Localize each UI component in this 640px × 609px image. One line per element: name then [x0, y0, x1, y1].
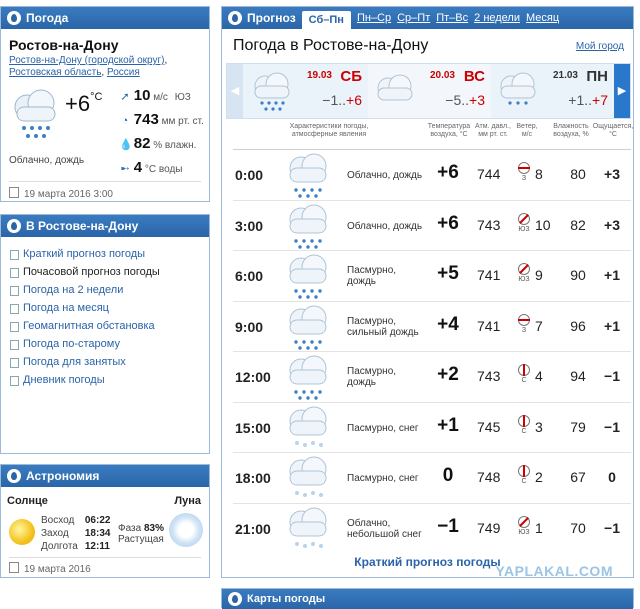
region-links: Ростов-на-Дону (городской округ), Ростовская область, Россия: [9, 55, 168, 78]
nav-item-month[interactable]: Погода на месяц: [1, 299, 209, 317]
current-weather-title: Погода: [26, 11, 69, 25]
wind-arrow-icon: ➚: [120, 91, 130, 103]
row-pressure: 743: [477, 368, 501, 384]
col-header-pressure: Атм. давл., мм рт. ст.: [475, 123, 511, 138]
row-description: Облачно, дождь: [347, 170, 423, 181]
row-humidity: 96: [570, 317, 586, 334]
region-link-country[interactable]: Россия: [106, 67, 140, 78]
rain-cloud-icon: [283, 203, 333, 249]
row-humidity: 90: [570, 267, 586, 283]
row-feels-like: −1: [604, 368, 620, 384]
region-link-district[interactable]: Ростов-на-Дону (городской округ): [9, 55, 165, 66]
wind-direction-icon: ЮЗ: [517, 213, 531, 233]
page-title: Погода в Ростове-на-Дону: [233, 37, 429, 54]
tab-month[interactable]: Месяц: [526, 12, 560, 24]
tab-sat-mon[interactable]: Сб–Пн: [302, 11, 351, 29]
row-temperature: +1: [437, 414, 459, 436]
table-row: [233, 200, 631, 251]
row-humidity: 67: [570, 469, 586, 485]
table-row: [233, 503, 631, 554]
row-wind-speed: 9: [535, 267, 543, 283]
astronomy-header: [1, 465, 209, 487]
row-feels-like: −1: [604, 418, 620, 435]
row-wind-speed: 7: [535, 317, 543, 334]
col-header-feels: Ощущается, °С: [592, 123, 634, 138]
row-wind-speed: 8: [535, 166, 543, 182]
snow-cloud-icon: [283, 455, 333, 501]
forecast-panel: [221, 6, 634, 578]
snow-cloud-icon: [283, 405, 333, 451]
astronomy-panel: [0, 464, 210, 578]
city-nav-list: [1, 245, 209, 389]
wind-direction-icon: З: [517, 162, 531, 182]
current-weather-panel: [0, 6, 210, 202]
current-date: 19 марта 2016 3:00: [9, 187, 113, 200]
row-humidity: 82: [570, 216, 586, 233]
wind-direction-icon: С: [517, 364, 531, 384]
row-time: 9:00: [235, 318, 264, 335]
row-temperature: +4: [437, 313, 459, 335]
col-header-wind: Ветер, м/с: [516, 123, 538, 138]
next-days-button[interactable]: ▶: [614, 64, 630, 118]
rain-cloud-icon: [9, 87, 61, 141]
nav-item-diary[interactable]: Дневник погоды: [1, 371, 209, 389]
row-time: 3:00: [235, 217, 264, 234]
wind-direction-icon: С: [517, 415, 531, 435]
nav-item-short[interactable]: Краткий прогноз погоды: [1, 245, 209, 263]
astronomy-title: Астрономия: [26, 469, 100, 483]
row-description: Пасмурно, снег: [347, 473, 419, 484]
city-nav-title: В Ростове-на-Дону: [26, 219, 139, 233]
row-wind-speed: 10: [535, 216, 551, 233]
row-temperature: −1: [437, 515, 459, 537]
day-card-sun[interactable]: 20.03 ВС −5..+3: [368, 64, 491, 118]
rain-cloud-icon: [283, 152, 333, 198]
row-feels-like: 0: [608, 469, 616, 485]
day-card-sat[interactable]: 19.03 СБ −1..+6: [245, 64, 368, 118]
row-humidity: 94: [570, 368, 586, 384]
row-time: 12:00: [235, 369, 271, 385]
row-description: Пасмурно, дождь: [347, 265, 397, 287]
sun-icon: [9, 519, 35, 545]
nav-item-geomagnetic[interactable]: Геомагнитная обстановка: [1, 317, 209, 335]
wind-direction-icon: С: [517, 465, 531, 485]
drop-logo-icon: [7, 219, 21, 233]
current-description: Облачно, дождь: [9, 155, 85, 166]
row-description: Облачно, небольшой снег: [347, 517, 422, 540]
sunrise-time: 06:22: [84, 515, 111, 526]
row-feels-like: +1: [604, 317, 620, 334]
tab-wed-fri[interactable]: Ср–Пт: [397, 12, 431, 24]
table-row: [233, 452, 631, 503]
wind-direction-icon: ЮЗ: [517, 516, 531, 536]
row-time: 18:00: [235, 470, 271, 486]
day-length: 12:11: [84, 541, 110, 552]
row-feels-like: +1: [604, 267, 620, 283]
row-pressure: 741: [477, 267, 501, 283]
sun-times: Восход 06:22 Заход 18:34 Долгота 12:11: [39, 513, 117, 554]
short-forecast-link[interactable]: Краткий прогноз погоды: [354, 555, 501, 569]
row-feels-like: +3: [604, 216, 620, 233]
region-link-oblast[interactable]: Ростовская область: [9, 67, 102, 78]
row-humidity: 80: [570, 166, 586, 182]
row-temperature: +5: [437, 263, 459, 284]
city-nav-panel: [0, 214, 210, 454]
weather-maps-title: Карты погоды: [247, 593, 326, 605]
drop-logo-icon: [228, 11, 242, 25]
tab-mon-wed[interactable]: Пн–Ср: [356, 12, 392, 24]
nav-item-old-style[interactable]: Погода по-старому: [1, 335, 209, 353]
row-temperature: +6: [437, 162, 459, 183]
table-row: [233, 351, 631, 402]
row-pressure: 744: [477, 166, 501, 182]
weather-maps-panel: [221, 588, 634, 608]
weather-maps-header: [222, 589, 633, 609]
divider: [9, 557, 201, 558]
drop-logo-icon: [7, 469, 21, 483]
sunset-time: 18:34: [84, 528, 111, 539]
city-nav-header: [1, 215, 209, 237]
row-temperature: 0: [442, 465, 454, 486]
row-description: Пасмурно, снег: [347, 422, 419, 434]
city-name: Ростов-на-Дону: [9, 37, 119, 53]
row-time: 6:00: [235, 268, 264, 284]
hourly-table: [233, 149, 631, 553]
row-time: 21:00: [235, 520, 271, 537]
moon-phase: Фаза 83% Растущая: [118, 523, 164, 545]
prev-days-button[interactable]: ◀: [227, 64, 243, 118]
row-wind-speed: 2: [535, 469, 543, 485]
divider: [9, 181, 201, 182]
nav-item-busy[interactable]: Погода для занятых: [1, 353, 209, 371]
col-header-humidity: Влажность воздуха, %: [553, 123, 589, 138]
snow-cloud-icon: [283, 506, 333, 552]
wind-direction-icon: ЮЗ: [517, 263, 531, 283]
current-temperature: $+6^{^\circ C}$: [65, 91, 103, 116]
forecast-tab-title: Прогноз: [247, 11, 296, 25]
tab-fri-sun[interactable]: Пт–Вс: [436, 12, 469, 24]
pressure-gauge-icon: ◔: [121, 115, 129, 127]
rain-cloud-icon: [283, 354, 333, 400]
day-switcher: [226, 63, 631, 119]
row-pressure: 745: [477, 418, 501, 435]
row-temperature: +2: [437, 364, 459, 385]
row-description: Пасмурно, дождь: [347, 366, 397, 388]
nav-item-hourly: Почасовой прогноз погоды: [1, 263, 209, 281]
tab-2-weeks[interactable]: 2 недели: [474, 12, 520, 24]
rain-cloud-icon: [249, 72, 295, 112]
row-description: Облачно, дождь: [347, 220, 423, 232]
row-temperature: +6: [437, 212, 459, 234]
rain-cloud-icon: [283, 304, 333, 350]
row-feels-like: −1: [604, 519, 620, 536]
rain-cloud-icon: [283, 253, 333, 299]
table-row: [233, 301, 631, 352]
table-row: [233, 149, 631, 200]
row-description: Пасмурно, сильный дождь: [347, 315, 419, 338]
rain-cloud-icon: [495, 72, 541, 112]
row-pressure: 743: [477, 216, 501, 233]
my-city-link[interactable]: Мой город: [575, 41, 624, 52]
nav-item-2weeks[interactable]: Погода на 2 недели: [1, 281, 209, 299]
wind-direction-icon: З: [517, 314, 531, 334]
row-pressure: 748: [477, 469, 501, 485]
col-header-temp: Температура воздуха, °С: [427, 123, 471, 138]
table-row: [233, 250, 631, 301]
watermark: YAPLAKAL.COM: [495, 563, 613, 579]
row-pressure: 741: [477, 317, 501, 334]
forecast-tabbar: [222, 7, 633, 29]
row-humidity: 70: [570, 519, 586, 536]
moon-icon: [169, 513, 203, 547]
drop-logo-icon: [228, 592, 242, 606]
row-feels-like: +3: [604, 166, 620, 182]
drop-logo-icon: [7, 11, 21, 25]
current-weather-header: [1, 7, 209, 29]
col-header-conditions: Характеристики погоды, атмосферные явления: [289, 123, 369, 138]
row-time: 0:00: [235, 167, 264, 183]
row-pressure: 749: [477, 519, 501, 536]
row-wind-speed: 4: [535, 368, 543, 384]
current-stats: ➚ 10 м/с ЮЗ ◔ 743 мм рт. ст. 💧 82 % влажн. ➸ 4 °C воды: [119, 85, 204, 181]
moon-label: Луна: [174, 495, 201, 507]
day-card-mon[interactable]: 21.03 ПН +1..+7: [491, 64, 614, 118]
humidity-drop-icon: 💧: [119, 139, 133, 151]
table-row: [233, 402, 631, 453]
row-wind-speed: 1: [535, 519, 543, 536]
sun-label: Солнце: [7, 495, 48, 507]
row-time: 15:00: [235, 419, 271, 436]
row-wind-speed: 3: [535, 418, 543, 435]
water-fish-icon: ➸: [120, 163, 130, 175]
astronomy-date: 19 марта 2016: [9, 562, 91, 575]
cloud-icon: [372, 72, 418, 112]
row-humidity: 79: [570, 418, 586, 435]
